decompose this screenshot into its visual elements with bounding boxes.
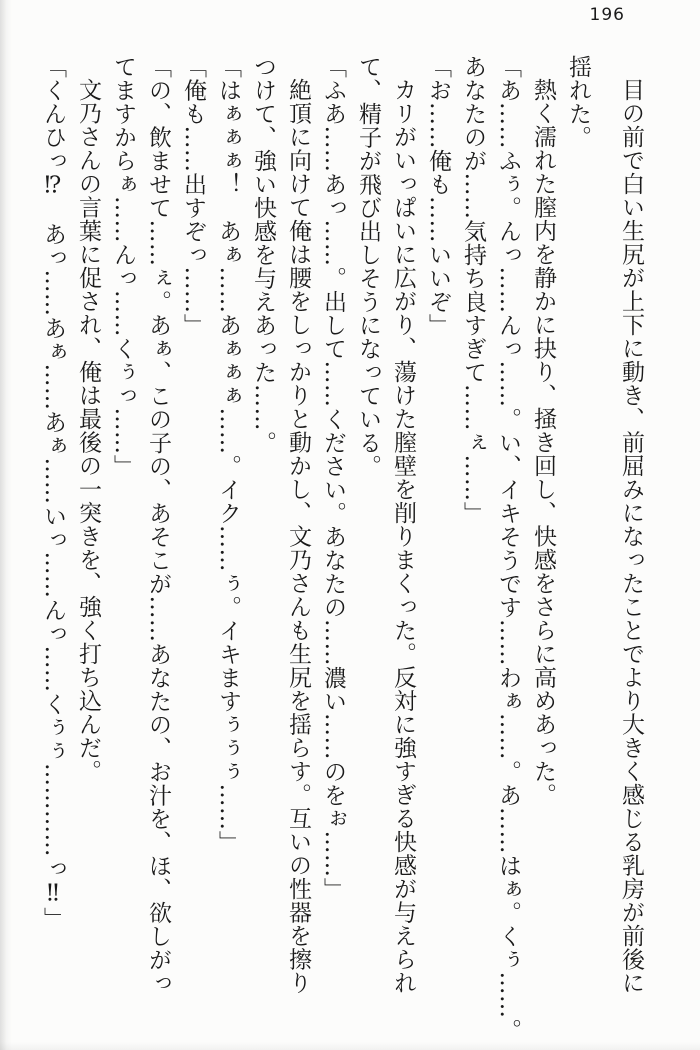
text-line: カリがいっぱいに広がり、蕩けた膣壁を削りまくった。反対に強すぎる快感が与えられ — [390, 78, 416, 995]
text-line: 「お……俺も……いいぞ」 — [425, 55, 451, 337]
page-number: 196 — [589, 5, 625, 25]
page-bottom-shadow — [0, 1042, 700, 1050]
text-line: 「ふあ……あっ……。出して……ください。あなたの……濃い……のをぉ……」 — [320, 55, 346, 901]
text-line: 文乃さんの言葉に促され、俺は最後の一突きを、強く打ち込んだ。 — [75, 78, 101, 783]
text-line: てますからぁ……んっ……くぅっ……」 — [110, 55, 136, 478]
text-line: 「俺も……出すぞっ……」 — [180, 55, 206, 337]
text-line: 「の、飲ませて……ぇ。あぁ、この子の、あそこが……あなたの、お汁を、ほ、欲しがっ — [145, 55, 171, 995]
text-line: 絶頂に向けて俺は腰をしっかりと動かし、文乃さんも生尻を揺らす。互いの性器を擦り — [285, 78, 311, 995]
text-line: つけて、強い快感を与えあった……。 — [250, 55, 276, 455]
page-text — [35, 55, 648, 1042]
text-line: 揺れた。 — [565, 55, 591, 149]
text-line: 目の前で白い生尻が上下に動き、前屈みになったことでより大きく感じる乳房が前後に — [618, 78, 644, 995]
text-line: て、精子が飛び出しそうになっている。 — [355, 55, 381, 478]
text-line: 熱く濡れた膣内を静かに抉り、掻き回し、快感をさらに高めあった。 — [530, 78, 556, 807]
text-line: 「あ……ふぅ。んっ……んっ……。い、イキそうです……わぁ……。あ……はぁ。くぅ……。 — [495, 55, 521, 1042]
page-edge-shadow — [0, 0, 12, 1050]
text-line: 「くんひっ⁉ あっ……あぁ……あぁ……いっ……んっ……くぅぅ…………っ‼」 — [40, 55, 66, 931]
text-line: あなたのが……気持ち良すぎて……ぇ……」 — [460, 55, 486, 525]
text-line: 「はぁぁぁ！ あぁ……あぁぁぁ……。イク……ぅ。イキますぅぅぅ……」 — [215, 55, 241, 854]
